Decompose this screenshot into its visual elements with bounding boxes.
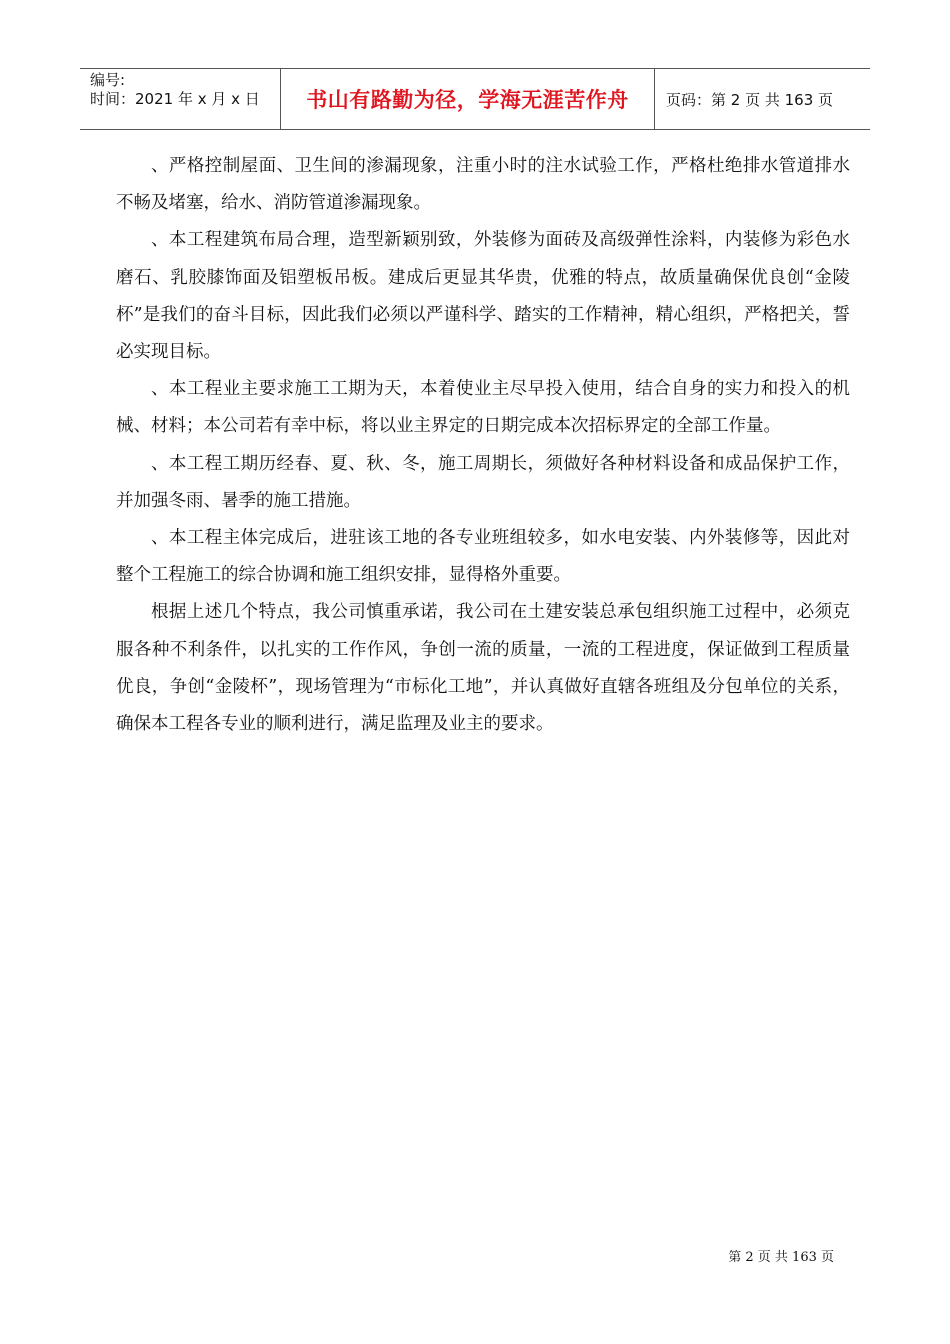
paragraph-4: 、本工程工期历经春、夏、秋、冬，施工周期长，须做好各种材料设备和成品保护工作，并加强冬雨、暑季的施工措施。 (116, 453, 850, 511)
paragraph-6: 根据上述几个特点，我公司慎重承诺，我公司在土建安装总承包组织施工过程中，必须克服各种不利条件，以扎实的工作作风，争创一流的质量，一流的工程进度，保证做到工程质量优良，争创“金陵杯”，现场管理为“市标化工地”，并认真做好直辖各班组及分包单位的关系，确保本工程各专业的顺利进行，满足监理及业主的要求。 (116, 602, 850, 735)
paragraph-1: 、严格控制屋面、卫生间的渗漏现象，注重小时的注水试验工作，严格杜绝排水管道排水不畅及堵塞，给水、消防管道渗漏现象。 (116, 156, 850, 214)
header-meta-cell (80, 69, 281, 129)
paragraph-5: 、本工程主体完成后，进驻该工地的各专业班组较多，如水电安装、内外装修等，因此对整个工程施工的综合协调和施工组织安排，显得格外重要。 (116, 528, 850, 586)
serial-number-label: 编号: (90, 71, 126, 89)
paragraph-3: 、本工程业主要求施工工期为天，本着使业主尽早投入使用，结合自身的实力和投入的机械、材料；本公司若有幸中标，将以业主界定的日期完成本次招标界定的全部工作量。 (116, 379, 850, 437)
date-label: 时间：2021 年 x 月 x 日 (90, 90, 260, 108)
header-motto: 书山有路勤为径，学海无涯苦作舟 (281, 69, 655, 129)
header-page-number: 页码：第 2 页 共 163 页 (666, 90, 834, 109)
document-body (116, 148, 850, 743)
paragraph-2: 、本工程建筑布局合理，造型新颖别致，外装修为面砖及高级弹性涂料，内装修为彩色水磨石、乳胶膝饰面及铝塑板吊板。建成后更显其华贵，优雅的特点，故质量确保优良创“金陵杯”是我们的奋斗目标，因此我们必须以严谨科学、踏实的工作精神，精心组织，严格把关，誓必实现目标。 (116, 230, 850, 363)
footer-page-number: 第 2 页 共 163 页 (728, 1250, 834, 1265)
page-header (80, 68, 870, 130)
